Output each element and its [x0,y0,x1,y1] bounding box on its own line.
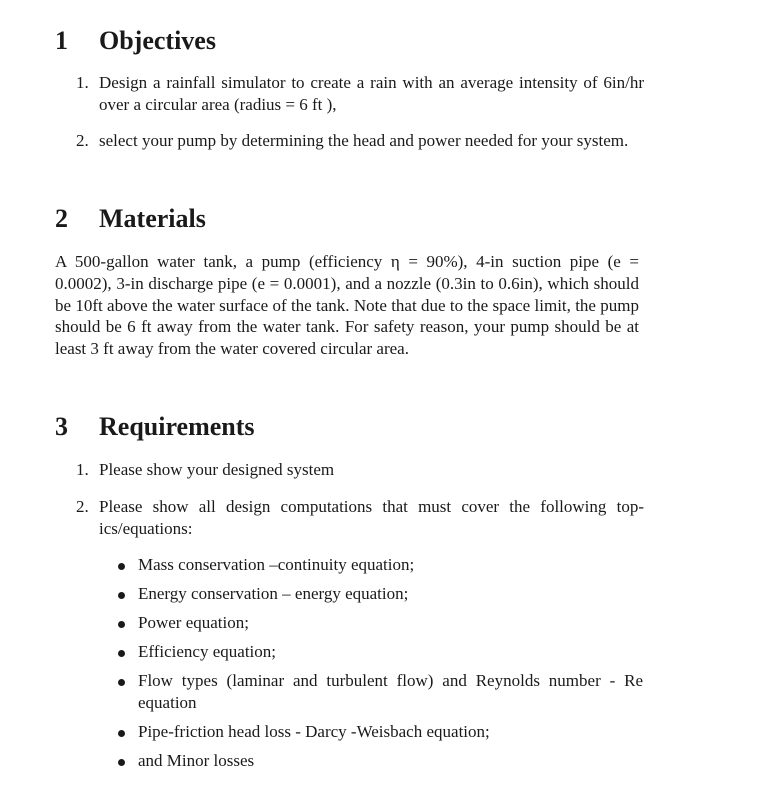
bullet-text: Energy conservation – energy equation; [138,584,409,603]
section-heading-requirements [55,412,255,442]
bullet-item [118,721,643,743]
enum-text: Please show your designed system [99,460,335,479]
enum-text: Please show all design computations that must cover the following top-ics/equations: [99,497,644,538]
bullet-item [118,554,643,576]
bullet-text: Flow types (laminar and turbulent flow) and Reynolds number - Re equation [138,671,643,712]
materials-paragraph: A 500-gallon water tank, a pump (efficiency η = 90%), 4-in suction pipe (e = 0.0002), 3-in discharge pipe (e = 0.0001), and a nozzle (0.3in to 0.6in), which should be 10ft above the water surface of the tank. Note that due to the space limit, the pump should be 6 ft away from the water tank. For safety reason, your pump should be at least 3 ft away from the water covered circular area. [55,252,639,359]
bullet-item [118,670,643,714]
enum-label: 2. [76,131,89,150]
bullet-dot [118,730,125,737]
section-number: 1 [55,26,68,55]
bullet-dot [118,759,125,766]
bullet-dot [118,563,125,570]
bullet-dot [118,650,125,657]
bullet-text: Power equation; [138,613,249,632]
section-title: Requirements [99,412,255,441]
section-number: 3 [55,412,68,441]
bullet-text: Pipe-friction head loss - Darcy -Weisbach equation; [138,722,490,741]
bullet-item [118,641,643,663]
objective-item-2 [76,130,644,152]
bullet-item [118,750,643,772]
section-title: Objectives [99,26,216,55]
bullet-text: Efficiency equation; [138,642,276,661]
bullet-item [118,612,643,634]
bullet-text: Mass conservation –continuity equation; [138,555,415,574]
section-heading-materials [55,204,206,234]
enum-label: 1. [76,73,89,92]
requirement-item-2 [76,496,644,540]
enum-text: select your pump by determining the head and power needed for your system. [99,131,629,150]
bullet-dot [118,592,125,599]
bullet-dot [118,621,125,628]
enum-label: 2. [76,497,89,516]
bullet-text: and Minor losses [138,751,255,770]
enum-label: 1. [76,460,89,479]
bullet-dot [118,679,125,686]
enum-text: Design a rainfall simulator to create a rain with an average intensity of 6in/hr over a circular area (radius = 6 ft ), [99,73,644,114]
section-title: Materials [99,204,206,233]
section-number: 2 [55,204,68,233]
section-heading-objectives [55,26,216,56]
bullet-item [118,583,643,605]
objective-item-1 [76,72,644,116]
requirement-item-1 [76,459,644,481]
